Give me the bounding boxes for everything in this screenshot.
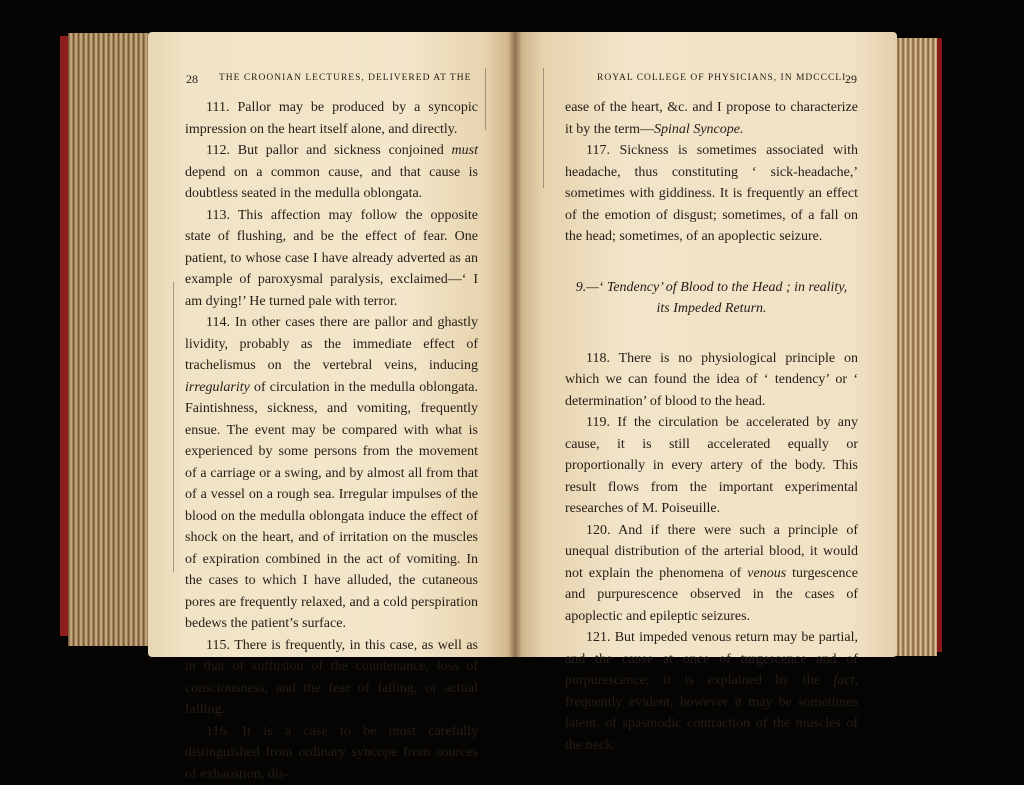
paragraph-115: 115. There is frequently, in this case, as well as in that of suffusion of the countenance, loss of consciousness, and the fear of falling, or actual falling. (185, 635, 478, 721)
right-page-text (565, 97, 858, 756)
section-heading-line-1: 9.—‘ Tendency’ of Blood to the Head ; in reality, (565, 277, 858, 299)
paragraph-121: 121. But impeded venous return may be partial, and the cause at once of turgescence and of purpurescence; it is explained by the fact, frequently evident, however it may be sometimes latent, of spasmodic contraction of the muscles of the neck. (565, 627, 858, 756)
book-gutter (508, 32, 522, 657)
paragraph-119: 119. If the circulation be accelerated by any cause, it is still accelerated equally or proportionally in every artery of the body. This result flows from the important experimental researches of M. Poiseuille. (565, 412, 858, 520)
continuation-paragraph: ease of the heart, &c. and I propose to characterize it by the term—Spinal Syncope. (565, 97, 858, 140)
paragraph-117: 117. Sickness is sometimes associated with headache, thus constituting ‘ sick-headache,’ sometimes with giddiness. It is frequently an effect of the emotion of disgust; sometimes, of a fall on the head; sometimes, of an apoplectic seizure. (565, 140, 858, 248)
pencil-mark (543, 68, 544, 188)
section-heading-line-2: its Impeded Return. (565, 298, 858, 320)
section-heading (565, 277, 858, 320)
pencil-mark (485, 68, 486, 130)
running-head-right: ROYAL COLLEGE OF PHYSICIANS, IN MDCCCLI. (597, 73, 850, 83)
paragraph-112: 112. But pallor and sickness conjoined must depend on a common cause, and that cause is doubtless seated in the medulla oblongata. (185, 140, 478, 205)
paragraph-114: 114. In other cases there are pallor and ghastly lividity, probably as the immediate effect of trachelismus on the vertebral veins, inducing irregularity of circulation in the medulla oblongata. Faintishness, sickness, and vomiting, frequently ensue. The event may be compared with what is experienced by some persons from the movement of a carriage or a swing, and by almost all from that of a vessel on a rough sea. Irregular impulses of the blood on the medulla oblongata induce the effect of shock on the heart, and of irritation on the muscles of expiration combined in the act of vomiting. In the cases to which I have alluded, the cutaneous pores are frequently relaxed, and a cold perspiration bedews the patient’s surface. (185, 312, 478, 635)
page-edges-left (68, 33, 150, 646)
paragraph-113: 113. This affection may follow the opposite state of flushing, and be the effect of fear. One patient, to whose case I have already adverted as an example of paroxysmal paralysis, exclaimed—‘ I am dying!’ He turned pale with terror. (185, 205, 478, 313)
page-number-left: 28 (186, 72, 198, 87)
page-number-right: 29 (845, 72, 857, 87)
paragraph-111: 111. Pallor may be produced by a syncopic impression on the heart itself alone, and directly. (185, 97, 478, 140)
paragraph-118: 118. There is no physiological principle on which we can found the idea of ‘ tendency’ or ‘ determination’ of blood to the head. (565, 348, 858, 413)
page-edges-right (895, 38, 937, 656)
left-page (148, 32, 515, 657)
pencil-mark (173, 282, 174, 572)
paragraph-120: 120. And if there were such a principle of unequal distribution of the arterial blood, it would not explain the phenomena of venous turgescence and purpurescence observed in the cases of apoplectic and epileptic seizures. (565, 520, 858, 628)
left-page-text (185, 97, 478, 785)
right-page (515, 32, 897, 657)
paragraph-116: 116. It is a case to be most carefully distinguished from ordinary syncope from sources of exhaustion, dis- (185, 721, 478, 785)
running-head-left: THE CROONIAN LECTURES, DELIVERED AT THE (219, 73, 471, 83)
